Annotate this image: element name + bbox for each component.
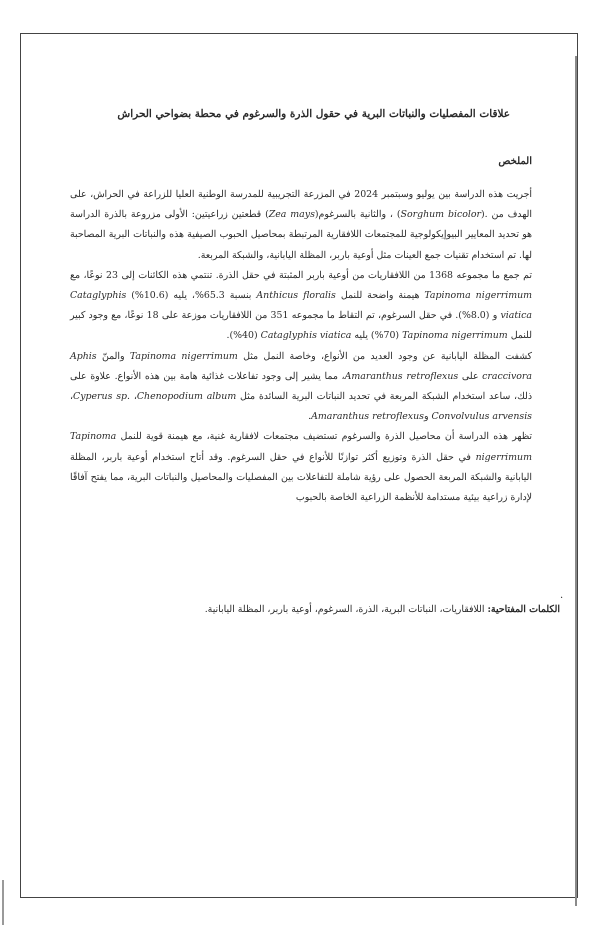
species-name: Cataglyphis viatica [260,330,352,342]
abstract-body [70,185,532,508]
document-title: علاقات المفصليات والنباتات البرية في حقول الذرة والسرغوم في محطة بضواحي الحراش [117,108,510,120]
paragraph-4 [70,427,532,508]
paragraph-3 [70,347,532,428]
species-name: Tapinoma nigerrimum [424,290,533,302]
text-run: هيمنة واضحة للنمل [340,290,420,302]
stray-dot: . [560,590,564,601]
species-name: Chenopodium album [136,391,237,403]
species-name: Tapinoma nigerrimum [129,350,238,362]
species-name: Cataglyphis viatica [70,290,532,322]
text-run: أجريت هذه الدراسة بين يوليو وسبتمبر 2024 في المزرعة التجريبية للمدرسة الوطنية العليا للزراعة في الحراش، على الهدف من .( [70,189,533,221]
species-name: Amaranthus retroflexus [311,411,424,423]
keywords-text: اللافقاريات، النباتات البرية، الذرة، السرغوم، أوعية باربر، المظلة اليابانية. [204,604,488,615]
text-run: في حقل الذرة وتوزيع أكثر توازنًا للأنواع في حقل السرغوم. وقد أتاح استخدام أوعية باربر، المظلة اليابانية والشبكة المربعة الحصول على رؤية شاملة للتفاعلات بين المفصليات والمحاصيل والنباتات البرية، مما يفتح آفاقًا لإدارة زراعية بيئية مستدامة للأنظمة الزراعية الخاصة بالحبوب [70,451,532,504]
text-run: (70%) يليه [354,330,400,342]
keywords-line [165,604,560,615]
scan-edge-mark [575,56,577,906]
species-name: Tapinoma nigerrimum [70,431,532,463]
species-name: Amaranthus retroflexus [344,370,459,382]
species-name: Convolvulus arvensis [431,411,532,423]
text-run: (40%). [226,330,258,342]
text-run: بنسبة 65.3%، يليه (10.6%) [131,290,252,302]
text-run: تم جمع ما مجموعه 1368 من اللافقاريات من أوعية باربر المثبتة في حقل الذرة. تنتمي هذه الكائنات إلى 23 نوعًا، مع [70,269,532,281]
text-run: ) قطعتين زراعيتين: الأولى مزروعة بالذرة الدراسة هو تحديد المعايير البيوإيكولوجية للمجتمعات اللافقارية المرتبطة بمحاصيل الحبوب الصيفية هذه والنباتات البرية المصاحبة لها. تم استخدام تقنيات جمع العينات مثل أوعية باربر، المظلة اليابانية، والشبكة المربعة. [70,209,532,261]
text-run: و [423,411,429,423]
text-run: على [461,370,479,382]
text-run: ، [133,391,137,403]
paragraph-1 [70,185,532,266]
text-run: ، مما يشير إلى وجود تفاعلات غذائية هامة بين هذه الأنواع. علاوة على ذلك، ساعد استخدام الشبكة المربعة في تحديد النباتات البرية السائدة مثل [70,370,533,403]
abstract-heading: الملخص [498,156,532,167]
keywords-label: الكلمات المفتاحية: [487,604,560,615]
text-run: والمنّ [101,350,125,362]
species-name: Sorghum bicolor [400,209,481,221]
text-run: . [308,411,312,423]
text-run: تظهر هذه الدراسة أن محاصيل الذرة والسرغوم تستضيف مجتمعات لافقارية غنية، مع هيمنة قوية للنمل [120,431,532,443]
text-run: ) ، والثانية بالسرغوم( [314,209,401,221]
paragraph-2 [70,266,532,347]
text-run: ، [70,391,74,403]
species-name: Cyperus sp. [73,391,130,403]
species-name: Anthicus floralis [256,290,336,302]
scan-edge-mark-left [2,880,4,925]
species-name: Zea mays [268,209,315,221]
species-name: Aphis craccivora [70,350,533,382]
text-run: كشفت المظلة اليابانية عن وجود العديد من الأنواع، وخاصة النمل مثل [243,350,533,362]
species-name: Tapinoma nigerrimum [402,330,508,342]
text-run: و (8.0%). في حقل السرغوم، تم التقاط ما مجموعه 351 من اللافقاريات موزعة على 18 نوعًا، مع وجود كبير للنمل [70,310,532,342]
